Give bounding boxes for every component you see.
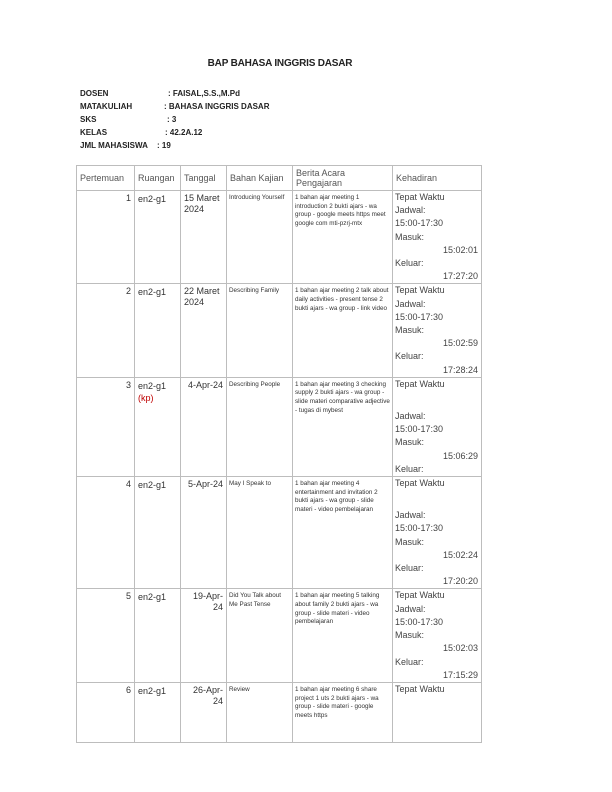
- keluar-label: Keluar:: [395, 656, 424, 667]
- cell-pertemuan: 1: [77, 191, 135, 284]
- cell-berita-acara: 1 bahan ajar meeting 5 talking about family 2 bukti ajars - wa group - slide materi - video pembelajaran: [293, 589, 393, 682]
- cell-ruangan: [135, 477, 181, 589]
- cell-pertemuan: 6: [77, 682, 135, 742]
- cell-pertemuan: 5: [77, 589, 135, 682]
- jadwal-time: 15:00-17:30: [395, 523, 444, 534]
- bap-table: [76, 165, 482, 743]
- header-bahan-kajian: Bahan Kajian: [227, 166, 293, 191]
- cell-berita-acara: 1 bahan ajar meeting 6 share project 1 uts 2 bukti ajars - wa group - slide materi - google meets https: [293, 682, 393, 742]
- meta-label: JML MAHASISWA: [80, 141, 148, 150]
- jadwal-label: Jadwal:: [395, 411, 426, 422]
- cell-tanggal: 4-Apr-24: [181, 377, 227, 476]
- cell-ruangan: [135, 682, 181, 742]
- attendance-status: Tepat Waktu: [395, 478, 445, 489]
- meta-label: DOSEN: [80, 89, 109, 98]
- table-row: [77, 477, 482, 589]
- cell-ruangan: [135, 191, 181, 284]
- meta-value: : BAHASA INGGRIS DASAR: [164, 102, 270, 111]
- meta-label: KELAS: [80, 128, 108, 137]
- table-row: [77, 589, 482, 682]
- cell-bahan-kajian: Review: [227, 682, 293, 742]
- masuk-label: Masuk:: [395, 325, 425, 336]
- keluar-label: Keluar:: [395, 463, 424, 474]
- cell-kehadiran: [393, 284, 482, 377]
- keluar-time: 17:28:24: [442, 364, 478, 375]
- keluar-label: Keluar:: [395, 351, 424, 362]
- header-ruangan: Ruangan: [135, 166, 181, 191]
- cell-kehadiran: [393, 477, 482, 589]
- attendance-status: Tepat Waktu: [395, 285, 445, 296]
- room-code: en2-g1: [138, 380, 167, 391]
- jadwal-label: Jadwal:: [395, 205, 426, 216]
- jadwal-time: 15:00-17:30: [395, 218, 444, 229]
- header-pertemuan: Pertemuan: [77, 166, 135, 191]
- cell-bahan-kajian: Introducing Yourself: [227, 191, 293, 284]
- masuk-label: Masuk:: [395, 630, 425, 641]
- table-header-row: [77, 166, 482, 191]
- masuk-time: 15:02:24: [442, 549, 478, 560]
- cell-berita-acara: 1 bahan ajar meeting 3 checking supply 2 bukti ajars - wa group - slide materi comparative adjective - tugas di mybest: [293, 377, 393, 476]
- cell-bahan-kajian: Did You Talk about Me Past Tense: [227, 589, 293, 682]
- masuk-label: Masuk:: [395, 536, 425, 547]
- table-row: [77, 682, 482, 742]
- keluar-time: 17:15:29: [442, 669, 478, 680]
- room-code: en2-g1: [138, 480, 167, 491]
- cell-tanggal: 19-Apr-24: [181, 589, 227, 682]
- masuk-time: 15:02:01: [442, 244, 478, 255]
- meta-value: : 19: [157, 141, 171, 150]
- header-berita-acara: Berita Acara Pengajaran: [293, 166, 393, 191]
- keluar-time: 17:27:20: [442, 271, 478, 282]
- masuk-label: Masuk:: [395, 437, 425, 448]
- document-title: BAP BAHASA INGGRIS DASAR: [207, 58, 353, 69]
- meta-value: : 42.2A.12: [165, 128, 203, 137]
- meta-label: MATAKULIAH: [80, 102, 133, 111]
- keluar-label: Keluar:: [395, 563, 424, 574]
- header-tanggal: Tanggal: [181, 166, 227, 191]
- cell-ruangan: [135, 284, 181, 377]
- cell-berita-acara: 1 bahan ajar meeting 4 entertainment and invitation 2 bukti ajars - wa group - slide materi - video pembelajaran: [293, 477, 393, 589]
- masuk-time: 15:02:59: [442, 338, 478, 349]
- cell-bahan-kajian: Describing Family: [227, 284, 293, 377]
- jadwal-time: 15:00-17:30: [395, 311, 444, 322]
- cell-kehadiran: [393, 589, 482, 682]
- jadwal-time: 15:00-17:30: [395, 616, 444, 627]
- cell-ruangan: [135, 377, 181, 476]
- jadwal-label: Jadwal:: [395, 603, 426, 614]
- cell-ruangan: [135, 589, 181, 682]
- cell-tanggal: 15 Maret 2024: [181, 191, 227, 284]
- cell-pertemuan: 3: [77, 377, 135, 476]
- keluar-label: Keluar:: [395, 258, 424, 269]
- jadwal-label: Jadwal:: [395, 510, 426, 521]
- attendance-status: Tepat Waktu: [395, 192, 445, 202]
- table-row: [77, 191, 482, 284]
- cell-bahan-kajian: Describing People: [227, 377, 293, 476]
- attendance-status: Tepat Waktu: [395, 378, 445, 389]
- header-kehadiran: Kehadiran: [393, 166, 482, 191]
- cell-berita-acara: 1 bahan ajar meeting 2 talk about daily activities - present tense 2 bukti ajars - wa group - link video: [293, 284, 393, 377]
- meta-label: SKS: [80, 115, 97, 124]
- cell-kehadiran: [393, 377, 482, 476]
- masuk-time: 15:02:03: [442, 643, 478, 654]
- table-row: [77, 284, 482, 377]
- cell-pertemuan: 4: [77, 477, 135, 589]
- cell-tanggal: 22 Maret 2024: [181, 284, 227, 377]
- masuk-time: 15:06:29: [442, 450, 478, 461]
- meta-value: : 3: [167, 115, 177, 124]
- room-code: en2-g1: [138, 287, 167, 298]
- attendance-status: Tepat Waktu: [395, 590, 445, 601]
- cell-pertemuan: 2: [77, 284, 135, 377]
- room-note: (kp): [138, 392, 154, 403]
- cell-bahan-kajian: May I Speak to: [227, 477, 293, 589]
- cell-berita-acara: 1 bahan ajar meeting 1 introduction 2 bukti ajars - wa group - google meets https meet google com mti-pzrj-mtx: [293, 191, 393, 284]
- cell-kehadiran: [393, 191, 482, 284]
- meta-value: : FAISAL,S.S.,M.Pd: [168, 89, 241, 98]
- attendance-status: Tepat Waktu: [395, 683, 445, 694]
- keluar-time: 17:20:20: [442, 576, 478, 587]
- cell-tanggal: 26-Apr-24: [181, 682, 227, 742]
- table-row: [77, 377, 482, 476]
- room-code: en2-g1: [138, 194, 167, 204]
- cell-kehadiran: [393, 682, 482, 742]
- room-code: en2-g1: [138, 592, 167, 603]
- jadwal-label: Jadwal:: [395, 298, 426, 309]
- jadwal-time: 15:00-17:30: [395, 424, 444, 435]
- cell-tanggal: 5-Apr-24: [181, 477, 227, 589]
- masuk-label: Masuk:: [395, 231, 425, 242]
- room-code: en2-g1: [138, 685, 167, 696]
